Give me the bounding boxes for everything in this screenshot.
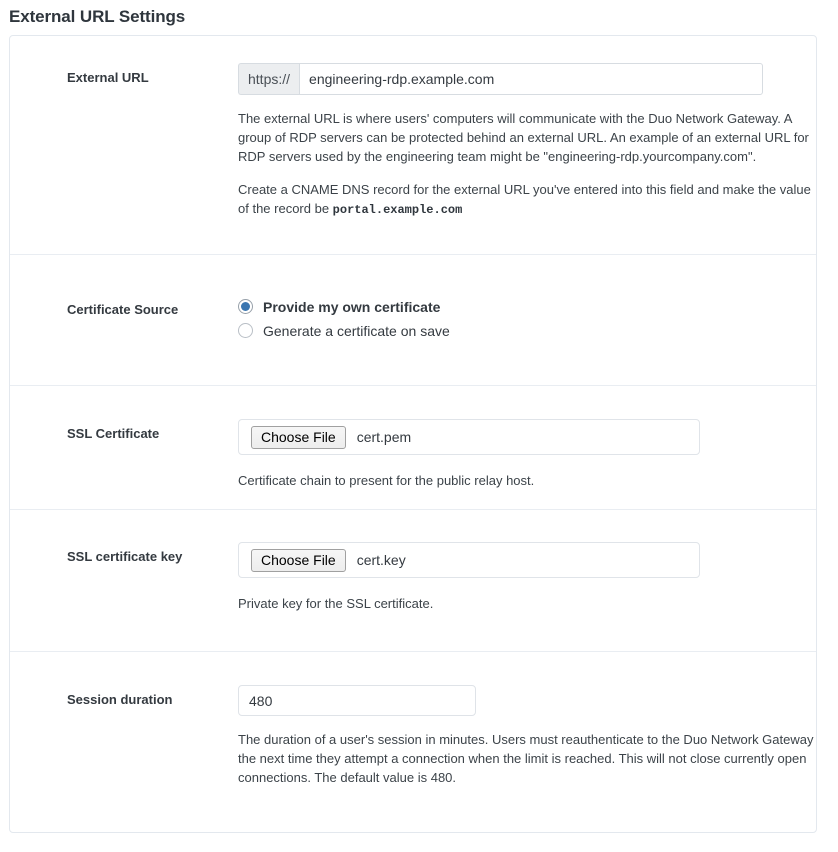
external-url-input[interactable] (299, 63, 763, 95)
section-ssl-certificate (10, 386, 816, 510)
section-ssl-certificate-key (10, 510, 816, 652)
ssl-certificate-key-choose-file-button[interactable]: Choose File (251, 549, 346, 572)
ssl-certificate-help: Certificate chain to present for the public relay host. (238, 473, 535, 488)
cname-help-text: Create a CNAME DNS record for the external URL you've entered into this field and make the value of the record be (238, 182, 811, 216)
url-scheme-addon: https:// (238, 63, 299, 95)
external-url-input-group (238, 63, 763, 95)
certificate-source-field-col (238, 295, 816, 385)
radio-label-generate-certificate-on-save: Generate a certificate on save (263, 322, 450, 339)
session-duration-label-col (10, 685, 238, 832)
ssl-certificate-key-label: SSL certificate key (67, 549, 183, 564)
session-duration-help: The duration of a user's session in minutes. Users must reauthenticate to the Duo Network Gateway the next time they attempt a connection when the limit is reached. This will not close currently open connections. The default value is 480. (238, 732, 814, 785)
session-duration-input[interactable] (238, 685, 476, 716)
external-url-field-col (238, 63, 838, 254)
external-url-label-col (10, 63, 238, 254)
settings-card (9, 35, 817, 833)
ssl-certificate-key-file-input[interactable] (238, 542, 700, 578)
certificate-source-label-col (10, 295, 238, 385)
external-url-help-paragraph-1: The external URL is where users' computers will communicate with the Duo Network Gateway. A group of RDP servers can be protected behind an external URL. An example of an external URL for RDP servers used by the engineering team might be "engineering-rdp.yourcompany.com". (238, 111, 809, 164)
ssl-certificate-key-file-name: cert.key (356, 552, 406, 568)
radio-label-provide-own-certificate: Provide my own certificate (263, 298, 441, 315)
session-duration-field-col (238, 685, 838, 832)
ssl-certificate-label-col (10, 419, 238, 509)
section-external-url (10, 36, 816, 255)
ssl-certificate-label: SSL Certificate (67, 426, 160, 441)
external-url-help-paragraph-2 (238, 180, 818, 220)
section-certificate-source (10, 255, 816, 386)
cname-record-value: portal.example.com (332, 203, 463, 217)
ssl-certificate-key-field-col (238, 542, 816, 651)
certificate-source-label: Certificate Source (67, 302, 179, 317)
radio-button-unselected-icon[interactable] (238, 323, 253, 338)
radio-option-generate-certificate-on-save[interactable] (238, 319, 794, 342)
section-session-duration (10, 652, 816, 832)
external-url-label: External URL (67, 70, 149, 85)
page-title: External URL Settings (9, 7, 186, 26)
ssl-certificate-key-label-col (10, 542, 238, 651)
ssl-certificate-file-name: cert.pem (356, 429, 412, 445)
ssl-certificate-field-col (238, 419, 816, 509)
ssl-certificate-choose-file-button[interactable]: Choose File (251, 426, 346, 449)
session-duration-label: Session duration (67, 692, 173, 707)
radio-button-selected-icon[interactable] (238, 299, 253, 314)
ssl-certificate-file-input[interactable] (238, 419, 700, 455)
ssl-certificate-key-help: Private key for the SSL certificate. (238, 596, 434, 611)
radio-option-provide-own-certificate[interactable] (238, 295, 794, 318)
